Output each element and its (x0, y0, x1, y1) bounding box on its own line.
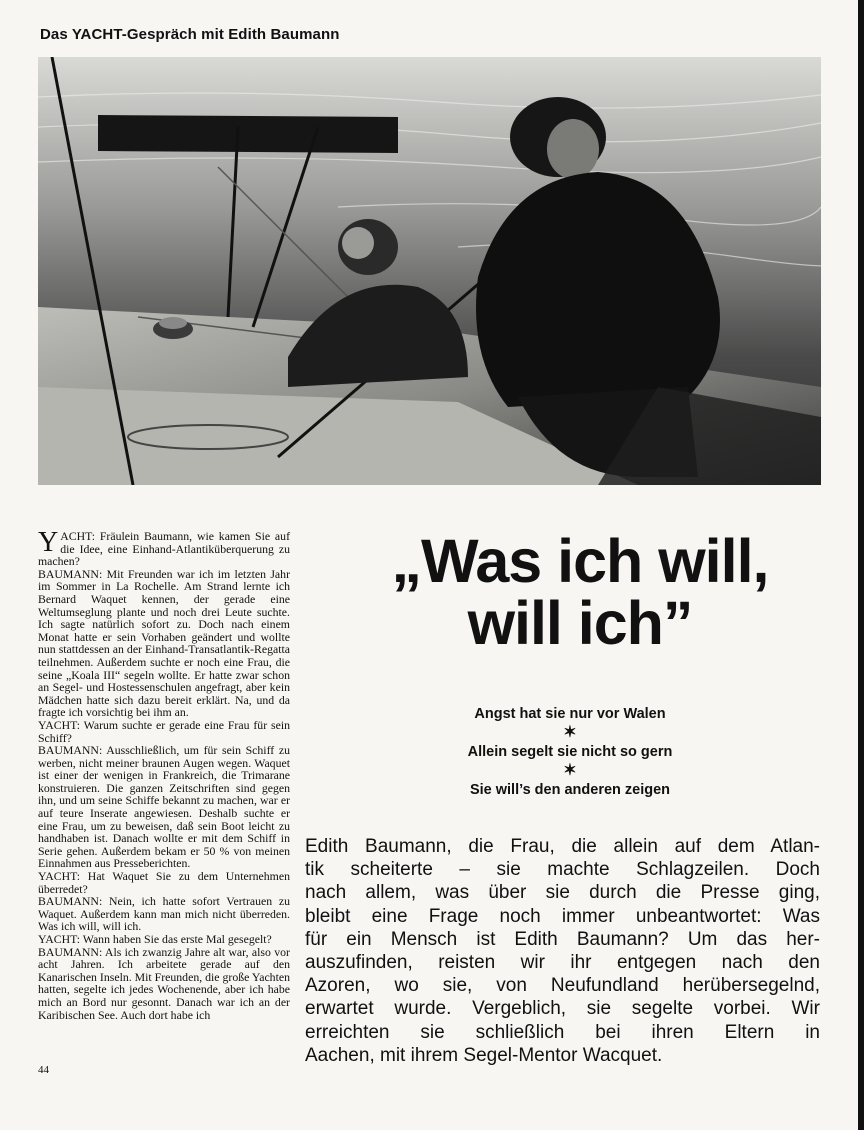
intro-line: auszufinden, reisten wir ihr entgegen nach den (305, 952, 820, 974)
interview-column (38, 527, 290, 1022)
interview-paragraph-text: ACHT: Fräulein Baumann, wie kamen Sie auf die Idee, eine Einhand-Atlantiküberquerung zu machen? (38, 529, 290, 569)
interview-paragraph: YACHT: Wann haben Sie das erste Mal gesegelt? (38, 932, 272, 946)
interview-paragraph (38, 527, 290, 569)
star-separator-icon: ✶ (563, 724, 577, 741)
subheading: Sie will’s den anderen zeigen (469, 782, 671, 798)
photo-illustration (38, 57, 821, 485)
interview-paragraph: YACHT: Hat Waquet Sie zu dem Unternehmen überredet? (38, 869, 290, 896)
subheading: Angst hat sie nur vor Walen (474, 706, 666, 722)
subheading: Allein segelt sie nicht so gern (467, 744, 673, 760)
intro-line: nach allem, was über sie durch die Presse ging, (305, 882, 820, 904)
intro-line: Azoren, wo sie, von Neufundland herübersegelnd, (305, 975, 820, 997)
interview-paragraph: BAUMANN: Nein, ich hatte sofort Vertrauen zu Waquet. Außerdem kann man mich nicht überreden. Was ich will, will ich. (38, 894, 290, 934)
page-edge-rule (858, 0, 864, 1130)
intro-line: Aachen, mit ihrem Segel-Mentor Wacquet. (305, 1044, 663, 1066)
subheadings (400, 704, 740, 800)
interview-paragraph: BAUMANN: Ausschließlich, um für sein Schiff zu werben, nicht meiner braunen Augen wegen. Waquet ist einer der wenigen in Frankreich, die Trimarane konstruieren. Die ganzen Zeitschriften sind gegen ihn, und um seine Schiffe bekannt zu machen, war er auf teure Inserate angewiesen. Deshalb suchte er eine Frau, um zu beweisen, daß sein Boot leicht zu handhaben ist. Danach wollte er mit dem Schiff in Serie gehen. Außerdem bekam er 50 % von meinen Einnahmen aus Presseberichten. (38, 743, 290, 871)
intro-line: erwartet wurde. Vergeblich, sie segelte vorbei. Wir (305, 998, 820, 1020)
star-separator-icon: ✶ (563, 762, 577, 779)
intro-line: erreichten sie schließlich bei ihren Eltern in (305, 1021, 820, 1043)
headline-line-2: will ich” (467, 589, 693, 657)
intro-line: für ein Mensch ist Edith Baumann? Um das her- (305, 928, 820, 950)
interview-paragraph: BAUMANN: Als ich zwanzig Jahre alt war, also vor acht Jahren. Ich arbeitete gerade auf den Kanarischen Inseln. Mit Freunden, die große Yachten hatten, segelte ich jedes Wochenende, aber ich habe mich an Bord nur gesonnt. Danach war ich an der Karibischen See. Auch dort habe ich (38, 944, 290, 1022)
page-number: 44 (38, 1064, 49, 1076)
headline-line-1: „Was ich will, (391, 527, 769, 595)
interview-paragraph: YACHT: Warum suchte er gerade eine Frau für sein Schiff? (38, 717, 290, 745)
headline (330, 527, 830, 657)
drop-cap: Y (38, 527, 59, 558)
intro-text (305, 835, 820, 1067)
intro-line: bleibt eine Frage noch immer unbeantwortet: Was (305, 905, 820, 927)
interview-paragraph: BAUMANN: Mit Freunden war ich im letzten Jahr im Sommer in La Rochelle. Am Strand lernte ich Bernard Waquet kennen, der gerade eine Weltumseglung plante und noch drei Leute suchte. Ich sagte natürlich sofort zu. Doch nach einem Monat hatte er sein Vorhaben geändert und wollte nun stattdessen an der Einhand-Transatlantik-Regatta teilnehmen. Außerdem suchte er noch eine Frau, die seine „Koala III“ segeln wollte. Er hatte zwar schon an Segel- und Hostessenschulen angefragt, aber kein Mädchen hatte sich dazu bereit erklärt. Na, und da fragte ich vorsichtig bei ihm an. (38, 566, 290, 720)
intro-line: tik scheiterte – sie machte Schlagzeilen. Doch (305, 859, 820, 881)
section-kicker: Das YACHT-Gespräch mit Edith Baumann (40, 26, 340, 43)
sailing-photo (38, 57, 821, 485)
intro-line: Edith Baumann, die Frau, die allein auf dem Atlan- (305, 836, 820, 857)
